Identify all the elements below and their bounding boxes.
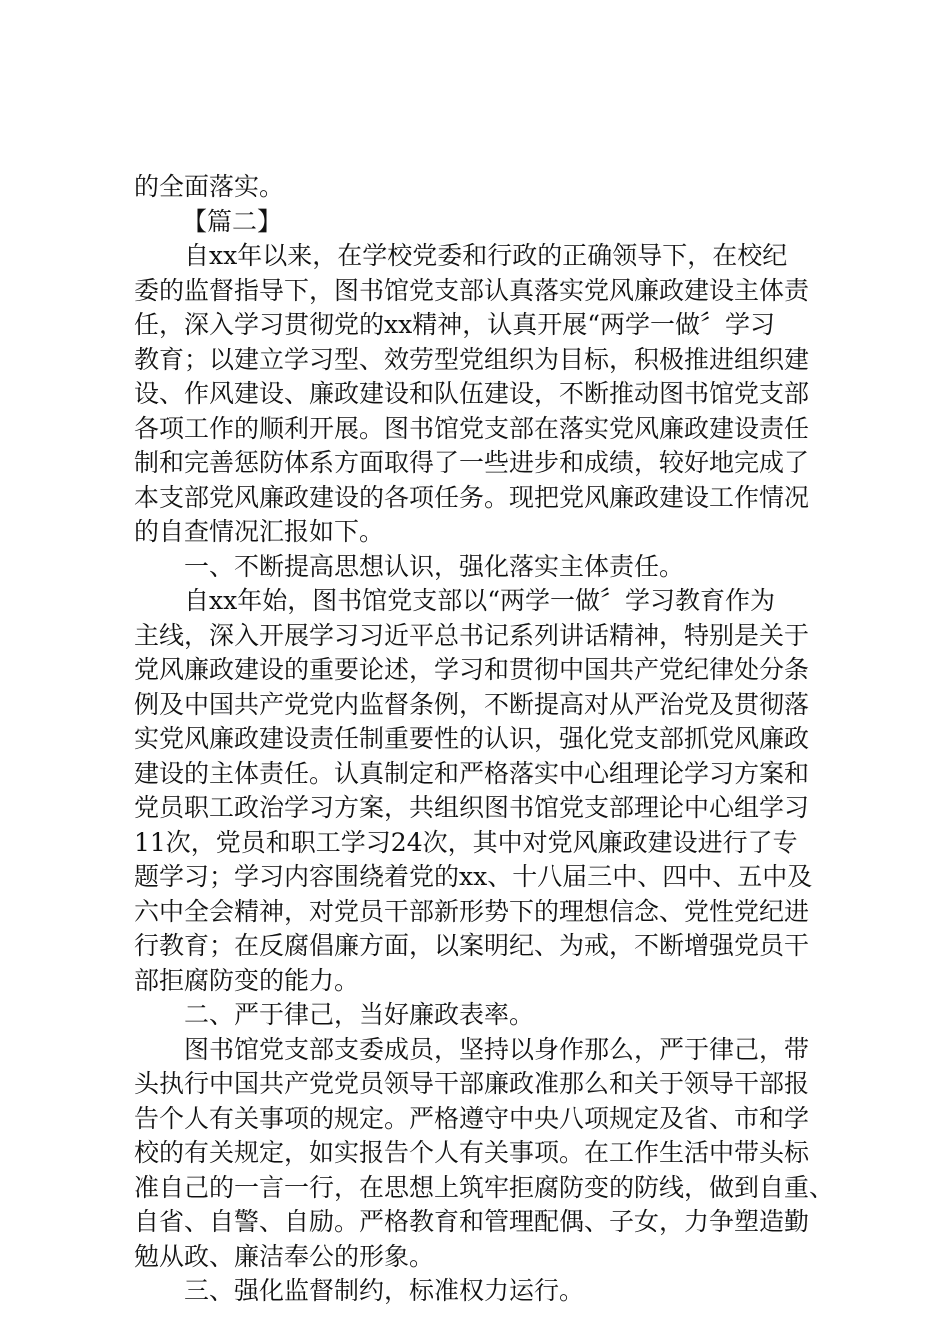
paragraph-line: 教育；以建立学习型、效劳型党组织为目标，积极推进组织建 xyxy=(134,344,810,374)
paragraph-line: 的自查情况汇报如下。 xyxy=(134,517,385,546)
paragraph-line: 图书馆党支部支委成员，坚持以身作那么，严于律己，带 xyxy=(184,1034,810,1064)
paragraph-line: 部拒腐防变的能力。 xyxy=(134,965,360,995)
heading-two: 二、严于律己，当好廉政表率。 xyxy=(184,1000,535,1029)
paragraph-line: 六中全会精神，对党员干部新形势下的理想信念、党性党纪进 xyxy=(134,896,810,926)
heading-one: 一、不断提高思想认识，强化落实主体责任。 xyxy=(184,551,685,581)
paragraph-line: 各项工作的顺利开展。图书馆党支部在落实党风廉政建设责任 xyxy=(134,413,810,443)
paragraph-line: 行教育；在反腐倡廉方面，以案明纪、为戒，不断增强党员干 xyxy=(134,931,810,960)
paragraph-line: 党员职工政治学习方案，共组织图书馆党支部理论中心组学习 xyxy=(134,793,810,822)
paragraph-line: 建设的主体责任。认真制定和严格落实中心组理论学习方案和 xyxy=(134,758,810,788)
paragraph-line: 自xx年以来，在学校党委和行政的正确领导下，在校纪 xyxy=(184,241,788,270)
paragraph-line: 题学习；学习内容围绕着党的xx、十八届三中、四中、五中及 xyxy=(134,862,813,891)
paragraph-line: 准自己的一言一行，在思想上筑牢拒腐防变的防线，做到自重、 xyxy=(134,1172,835,1202)
paragraph-line: 党风廉政建设的重要论述，学习和贯彻中国共产党纪律处分条 xyxy=(134,655,810,684)
paragraph-line: 设、作风建设、廉政建设和队伍建设，不断推动图书馆党支部 xyxy=(134,379,810,408)
document-body xyxy=(134,170,834,1309)
paragraph-line: 实党风廉政建设责任制重要性的认识，强化党支部抓党风廉政 xyxy=(134,724,810,753)
paragraph-line: 告个人有关事项的规定。严格遵守中央八项规定及省、市和学 xyxy=(134,1103,810,1133)
paragraph-line: 自xx年始，图书馆党支部以“两学一做〞学习教育作为 xyxy=(184,586,775,615)
paragraph-line: 任，深入学习贯彻党的xx精神，认真开展“两学一做〞学习 xyxy=(134,310,775,339)
paragraph-line: 头执行中国共产党党员领导干部廉政准那么和关于领导干部报 xyxy=(134,1069,810,1098)
paragraph-line: 制和完善惩防体系方面取得了一些进步和成绩，较好地完成了 xyxy=(134,448,810,477)
section-title-pian-er: 【篇二】 xyxy=(182,206,283,236)
text-line-1: 的全面落实。 xyxy=(134,172,285,201)
paragraph-line: 自省、自警、自励。严格教育和管理配偶、子女，力争塑造勤 xyxy=(134,1207,810,1236)
paragraph-line: 委的监督指导下，图书馆党支部认真落实党风廉政建设主体责 xyxy=(134,275,810,305)
paragraph-line: 11次，党员和职工学习24次，其中对党风廉政建设进行了专 xyxy=(134,827,798,857)
paragraph-line: 本支部党风廉政建设的各项任务。现把党风廉政建设工作情况 xyxy=(134,482,810,512)
heading-three: 三、强化监督制约，标准权力运行。 xyxy=(184,1276,585,1305)
paragraph-line: 主线，深入开展学习习近平总书记系列讲话精神，特别是关于 xyxy=(134,620,810,650)
paragraph-line: 例及中国共产党党内监督条例，不断提高对从严治党及贯彻落 xyxy=(134,689,810,719)
paragraph-line: 勉从政、廉洁奉公的形象。 xyxy=(134,1241,435,1271)
paragraph-line: 校的有关规定，如实报告个人有关事项。在工作生活中带头标 xyxy=(134,1138,810,1167)
